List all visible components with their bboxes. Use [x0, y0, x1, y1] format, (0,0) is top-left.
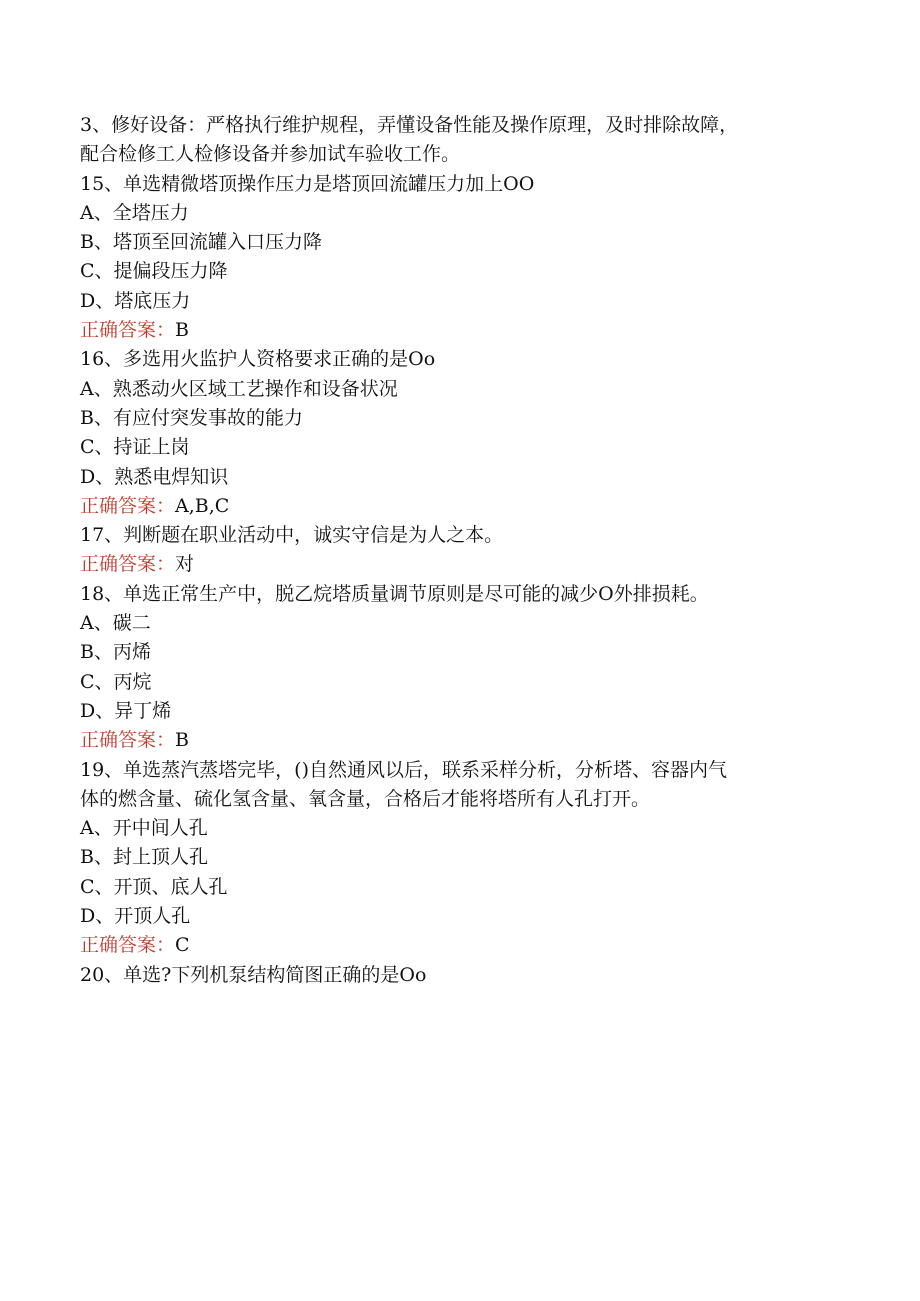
question-15: 15、单选精微塔顶操作压力是塔顶回流罐压力加上OO — [80, 172, 535, 195]
option-d: D、熟悉电焊知识 — [80, 465, 229, 488]
answer-label: 正确答案： — [80, 934, 176, 957]
option-b: B、丙烯 — [80, 641, 151, 664]
answer-value: B — [175, 729, 189, 752]
answer-line — [80, 492, 840, 521]
question-19: 19、单选蒸汽蒸塔完毕，()自然通风以后，联系采样分析，分析塔、容器内气 — [80, 758, 728, 781]
option-c: C、持证上岗 — [80, 436, 190, 459]
answer-line — [80, 316, 840, 345]
option-c: C、开顶、底人孔 — [80, 875, 228, 898]
answer-line — [80, 550, 840, 579]
question-16: 16、多选用火监护人资格要求正确的是Oo — [80, 348, 436, 371]
option-b: B、有应付突发事故的能力 — [80, 406, 303, 429]
question-18: 18、单选正常生产中，脱乙烷塔质量调节原则是尽可能的减少O外排损耗。 — [80, 582, 709, 605]
text-line: 3、修好设备：严格执行维护规程，弄懂设备性能及操作原理，及时排除故障， — [80, 114, 739, 136]
option-b: B、封上顶人孔 — [80, 846, 208, 869]
option-c: C、丙烷 — [80, 670, 152, 693]
text-line: 配合检修工人检修设备并参加试车验收工作。 — [80, 143, 461, 166]
option-a: A、碳二 — [80, 612, 151, 635]
answer-value: B — [175, 319, 189, 342]
answer-value: A,B,C — [175, 494, 230, 517]
answer-label: 正确答案： — [80, 494, 176, 517]
answer-line — [80, 931, 840, 960]
text-line: 体的燃含量、硫化氢含量、氧含量，合格后才能将塔所有人孔打开。 — [80, 787, 651, 810]
option-a: A、开中间人孔 — [80, 817, 208, 840]
document-body — [80, 111, 840, 990]
option-c: C、提偏段压力降 — [80, 260, 228, 283]
question-20: 20、单选?下列机泵结构简图正确的是Oo — [80, 963, 427, 986]
option-a: A、全塔压力 — [80, 201, 189, 224]
option-d: D、塔底压力 — [80, 289, 191, 312]
option-d: D、开顶人孔 — [80, 905, 191, 928]
option-d: D、异丁烯 — [80, 699, 172, 722]
answer-label: 正确答案： — [80, 553, 176, 576]
answer-line — [80, 726, 840, 755]
answer-label: 正确答案： — [80, 319, 176, 342]
answer-value: C — [175, 934, 190, 957]
question-17: 17、判断题在职业活动中，诚实守信是为人之本。 — [80, 524, 504, 547]
answer-label: 正确答案： — [80, 729, 176, 752]
answer-value: 对 — [175, 553, 195, 576]
option-b: B、塔顶至回流罐入口压力降 — [80, 231, 322, 254]
option-a: A、熟悉动火区域工艺操作和设备状况 — [80, 377, 398, 400]
